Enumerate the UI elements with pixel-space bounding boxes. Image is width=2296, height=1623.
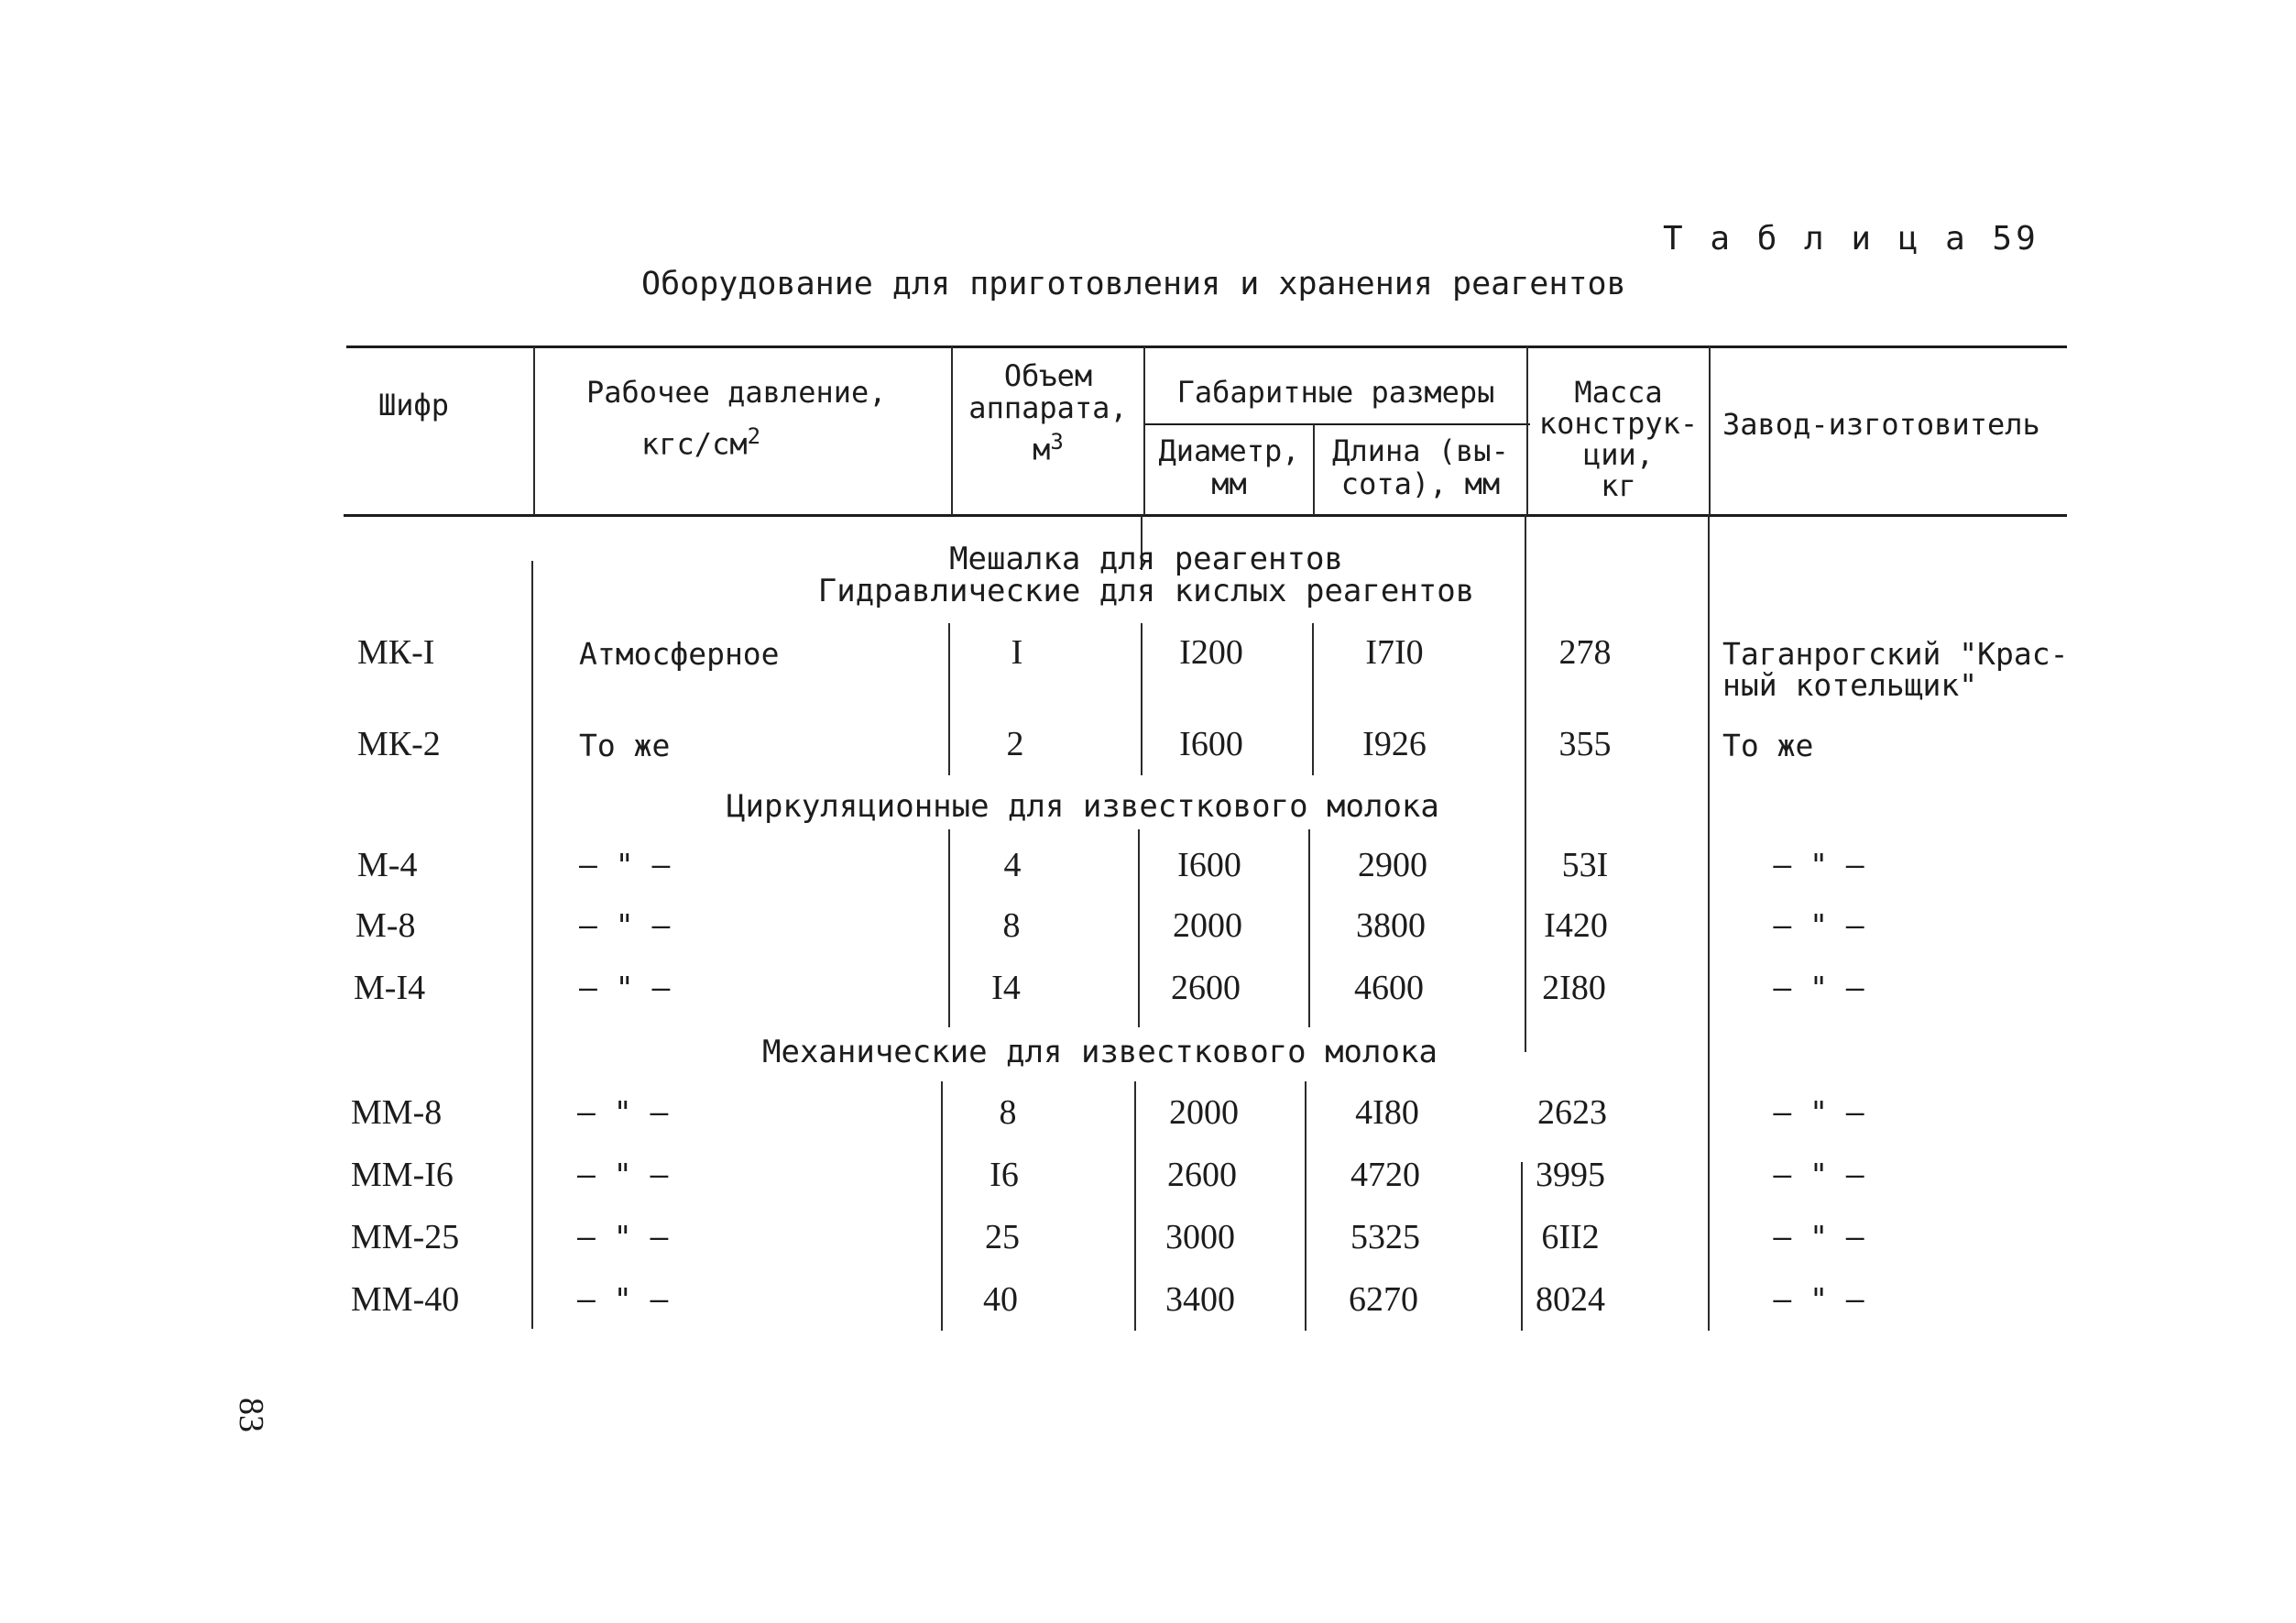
header-pressure-line2 bbox=[641, 418, 760, 463]
row-length: 4600 bbox=[1354, 969, 1424, 1007]
body-divider bbox=[1312, 623, 1314, 775]
row-length: 4720 bbox=[1350, 1156, 1420, 1194]
row-pressure: То же bbox=[579, 728, 671, 763]
row-length: 6270 bbox=[1349, 1280, 1418, 1319]
row-volume: 8 bbox=[999, 1093, 1017, 1132]
row-mass: 8024 bbox=[1536, 1280, 1605, 1319]
row-code: М-I4 bbox=[354, 969, 426, 1007]
header-volume-line2: аппарата, bbox=[968, 390, 1128, 425]
header-pressure-sup: 2 bbox=[747, 423, 761, 449]
row-length: I926 bbox=[1362, 725, 1427, 763]
header-bottom-rule bbox=[344, 514, 2067, 517]
row-maker: – " – bbox=[1773, 907, 1864, 943]
header-dimensions: Габаритные размеры bbox=[1176, 375, 1495, 410]
header-divider bbox=[1709, 346, 1711, 515]
row-diameter: 2000 bbox=[1173, 906, 1242, 945]
row-mass: 2I80 bbox=[1542, 969, 1606, 1007]
header-length-line1: Длина (вы- bbox=[1332, 433, 1509, 468]
dimensions-subrule bbox=[1145, 423, 1530, 425]
row-pressure: – " – bbox=[577, 1157, 669, 1192]
row-diameter: 2600 bbox=[1167, 1156, 1237, 1194]
header-code: Шифр bbox=[378, 388, 450, 422]
row-code: ММ-40 bbox=[351, 1280, 460, 1319]
row-mass: 2623 bbox=[1537, 1093, 1607, 1132]
row-pressure: – " – bbox=[577, 1219, 669, 1255]
row-volume: 4 bbox=[1003, 846, 1022, 884]
row-code: ММ-I6 bbox=[351, 1156, 454, 1194]
header-volume-line1: Объем bbox=[1003, 358, 1093, 393]
body-divider bbox=[1138, 829, 1140, 1027]
row-pressure: – " – bbox=[579, 907, 671, 943]
row-mass: 53I bbox=[1561, 846, 1609, 884]
section-mechanical: Механические для известкового молока bbox=[762, 1034, 1438, 1070]
row-volume: 8 bbox=[1002, 906, 1021, 945]
body-divider bbox=[1708, 515, 1710, 1331]
row-volume: 40 bbox=[983, 1280, 1018, 1319]
header-volume-unit bbox=[953, 423, 1143, 468]
section-circulation: Циркуляционные для известкового молока bbox=[727, 788, 1439, 825]
header-manufacturer: Завод-изготовитель bbox=[1722, 407, 2040, 442]
row-diameter: 3400 bbox=[1165, 1280, 1235, 1319]
row-volume: 2 bbox=[1006, 725, 1024, 763]
header-mass-line4: кг bbox=[1601, 468, 1636, 503]
table-number: Т а б л и ц а 59 bbox=[1663, 220, 2039, 258]
row-length: 5325 bbox=[1350, 1218, 1420, 1256]
page-number: 83 bbox=[232, 1398, 270, 1432]
header-pressure-line1: Рабочее давление, bbox=[586, 375, 887, 410]
row-maker: – " – bbox=[1773, 1281, 1864, 1317]
section-mixers: Мешалка для реагентов bbox=[949, 541, 1343, 577]
row-code: ММ-25 bbox=[351, 1218, 460, 1256]
row-mass: 355 bbox=[1558, 725, 1612, 763]
body-divider bbox=[1134, 1081, 1136, 1331]
row-mass: 278 bbox=[1558, 633, 1612, 672]
row-diameter: I200 bbox=[1179, 633, 1243, 672]
row-mass: 3995 bbox=[1536, 1156, 1605, 1194]
body-divider bbox=[531, 561, 533, 1329]
header-length-line2: сота), мм bbox=[1340, 466, 1501, 501]
header-pressure-unit: кгс/см bbox=[641, 426, 748, 462]
row-diameter: I600 bbox=[1177, 846, 1241, 884]
header-diameter-line2: мм bbox=[1211, 466, 1247, 501]
row-code: МК-2 bbox=[357, 725, 441, 763]
row-mass: 6II2 bbox=[1541, 1218, 1600, 1256]
header-divider bbox=[533, 346, 535, 515]
row-length: I7I0 bbox=[1365, 633, 1424, 672]
row-maker-line2: ный котельщик" bbox=[1722, 667, 1978, 703]
row-code: М-4 bbox=[357, 846, 418, 884]
page-title: Оборудование для приготовления и хранения реагентов bbox=[641, 266, 1626, 302]
body-divider bbox=[941, 1081, 943, 1331]
row-maker: – " – bbox=[1773, 1094, 1864, 1130]
header-diameter-line1: Диаметр, bbox=[1158, 433, 1300, 468]
row-length: 4I80 bbox=[1355, 1093, 1419, 1132]
row-maker: То же bbox=[1722, 728, 1814, 763]
header-mass-line3: ции, bbox=[1582, 437, 1655, 472]
row-code: М-8 bbox=[355, 906, 416, 945]
row-maker: – " – bbox=[1773, 1219, 1864, 1255]
row-code: ММ-8 bbox=[351, 1093, 443, 1132]
header-mass-line2: конструк- bbox=[1538, 406, 1699, 441]
row-pressure: – " – bbox=[577, 1281, 669, 1317]
body-divider bbox=[948, 623, 950, 775]
body-divider bbox=[1305, 1081, 1307, 1331]
row-pressure: – " – bbox=[577, 1094, 669, 1130]
header-volume-unit-text: м bbox=[1033, 432, 1051, 467]
table-top-rule bbox=[346, 345, 2067, 348]
row-volume: 25 bbox=[985, 1218, 1020, 1256]
header-volume-sup: 3 bbox=[1050, 429, 1064, 455]
header-mass-line1: Масса bbox=[1574, 375, 1663, 410]
row-maker: – " – bbox=[1773, 1157, 1864, 1192]
row-maker: – " – bbox=[1773, 847, 1864, 883]
row-volume: I bbox=[1011, 633, 1023, 672]
row-maker: – " – bbox=[1773, 970, 1864, 1005]
row-pressure: – " – bbox=[579, 970, 671, 1005]
body-divider bbox=[948, 829, 950, 1027]
row-length: 2900 bbox=[1358, 846, 1427, 884]
row-pressure: – " – bbox=[579, 847, 671, 883]
row-diameter: 3000 bbox=[1165, 1218, 1235, 1256]
row-diameter: I600 bbox=[1179, 725, 1243, 763]
row-pressure: Атмосферное bbox=[579, 636, 780, 672]
row-diameter: 2000 bbox=[1169, 1093, 1239, 1132]
row-maker: Таганрогский "Крас- bbox=[1722, 636, 2069, 672]
row-length: 3800 bbox=[1356, 906, 1426, 945]
row-mass: I420 bbox=[1544, 906, 1608, 945]
row-code: МК-I bbox=[357, 633, 435, 672]
row-volume: I4 bbox=[991, 969, 1021, 1007]
body-divider bbox=[1521, 1162, 1523, 1331]
body-divider bbox=[1308, 829, 1310, 1027]
section-hydraulic: Гидравлические для кислых реагентов bbox=[817, 573, 1475, 609]
row-diameter: 2600 bbox=[1171, 969, 1241, 1007]
row-volume: I6 bbox=[989, 1156, 1019, 1194]
body-divider bbox=[1141, 623, 1143, 775]
